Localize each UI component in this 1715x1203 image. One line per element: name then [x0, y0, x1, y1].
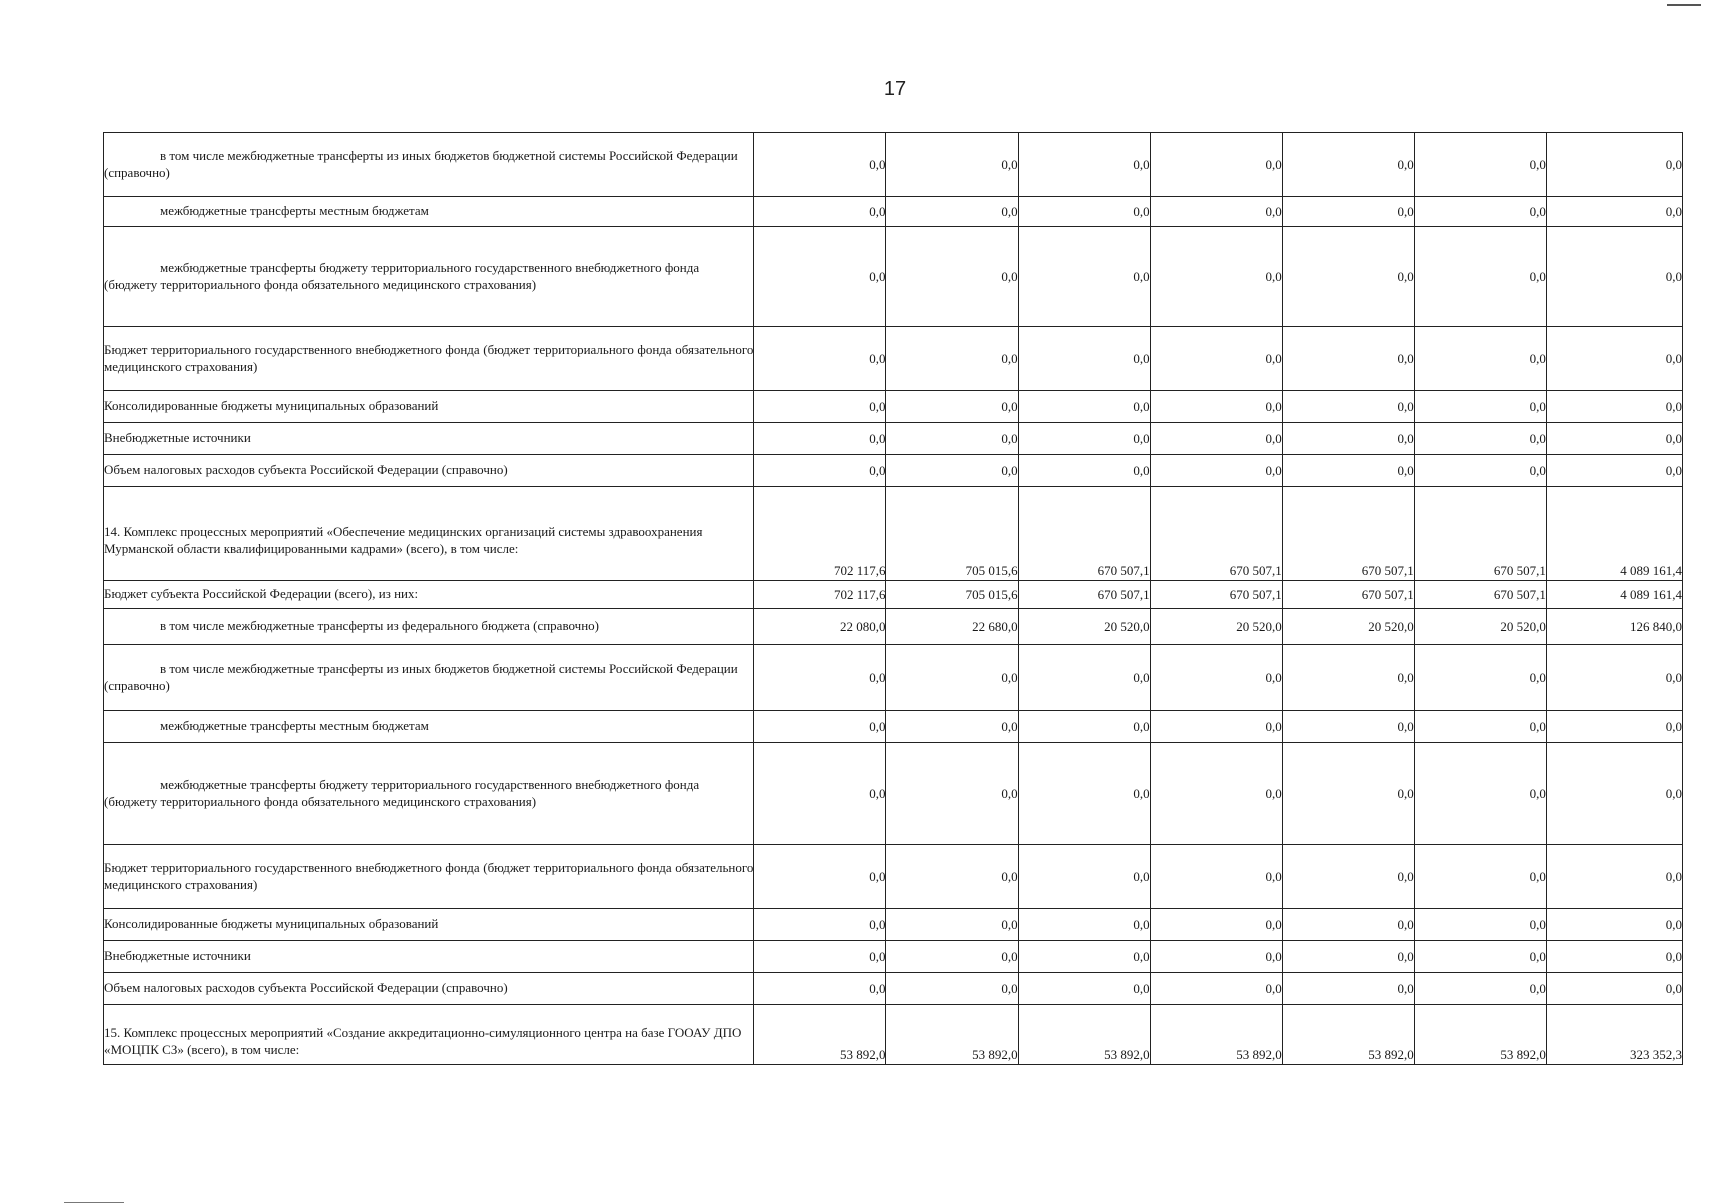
- value-cell: 705 015,6: [886, 581, 1018, 609]
- value-cell: 0,0: [1282, 845, 1414, 909]
- value-cell: 0,0: [754, 645, 886, 711]
- value-cell: 0,0: [1546, 327, 1682, 391]
- value-cell: 702 117,6: [754, 487, 886, 581]
- value-cell: 0,0: [1282, 711, 1414, 743]
- value-cell: 53 892,0: [1018, 1005, 1150, 1065]
- row-label: межбюджетные трансферты бюджету территориального государственного внебюджетного фонда (бюджету территориального фонда обязательного медицинского страхования): [104, 743, 754, 845]
- value-cell: 0,0: [1282, 197, 1414, 227]
- value-cell: 0,0: [1018, 743, 1150, 845]
- value-cell: 0,0: [1414, 391, 1546, 423]
- value-cell: 0,0: [1414, 327, 1546, 391]
- value-cell: 0,0: [1282, 455, 1414, 487]
- value-cell: 4 089 161,4: [1546, 487, 1682, 581]
- table-row: [104, 133, 1683, 197]
- value-cell: 0,0: [754, 227, 886, 327]
- value-cell: 53 892,0: [1150, 1005, 1282, 1065]
- value-cell: 702 117,6: [754, 581, 886, 609]
- value-cell: 670 507,1: [1414, 581, 1546, 609]
- value-cell: 670 507,1: [1282, 581, 1414, 609]
- value-cell: 0,0: [1414, 941, 1546, 973]
- value-cell: 0,0: [754, 973, 886, 1005]
- row-label: Внебюджетные источники: [104, 423, 754, 455]
- value-cell: 0,0: [1018, 845, 1150, 909]
- value-cell: 0,0: [1150, 327, 1282, 391]
- value-cell: 670 507,1: [1414, 487, 1546, 581]
- value-cell: 20 520,0: [1018, 609, 1150, 645]
- value-cell: 20 520,0: [1150, 609, 1282, 645]
- row-label: Внебюджетные источники: [104, 941, 754, 973]
- table-row: [104, 1005, 1683, 1065]
- value-cell: 0,0: [1018, 423, 1150, 455]
- value-cell: 0,0: [1282, 645, 1414, 711]
- row-label: в том числе межбюджетные трансферты из иных бюджетов бюджетной системы Российской Федерации (справочно): [104, 645, 754, 711]
- value-cell: 0,0: [1282, 391, 1414, 423]
- table-row: [104, 909, 1683, 941]
- scan-edge-mark: [1667, 4, 1701, 6]
- value-cell: 0,0: [1414, 909, 1546, 941]
- value-cell: 0,0: [1018, 227, 1150, 327]
- value-cell: 0,0: [1018, 197, 1150, 227]
- value-cell: 0,0: [886, 133, 1018, 197]
- table-row: [104, 711, 1683, 743]
- value-cell: 0,0: [886, 743, 1018, 845]
- value-cell: 22 080,0: [754, 609, 886, 645]
- row-label: межбюджетные трансферты местным бюджетам: [104, 711, 754, 743]
- value-cell: 0,0: [754, 423, 886, 455]
- table-row: [104, 327, 1683, 391]
- value-cell: 0,0: [1414, 227, 1546, 327]
- row-label: в том числе межбюджетные трансферты из иных бюджетов бюджетной системы Российской Федерации (справочно): [104, 133, 754, 197]
- value-cell: 0,0: [1150, 743, 1282, 845]
- value-cell: 0,0: [1546, 197, 1682, 227]
- value-cell: 0,0: [1546, 645, 1682, 711]
- value-cell: 22 680,0: [886, 609, 1018, 645]
- row-label: межбюджетные трансферты местным бюджетам: [104, 197, 754, 227]
- row-label: Консолидированные бюджеты муниципальных образований: [104, 391, 754, 423]
- row-label: Бюджет территориального государственного внебюджетного фонда (бюджет территориального фонда обязательного медицинского страхования): [104, 327, 754, 391]
- table-row: [104, 423, 1683, 455]
- value-cell: 0,0: [1150, 227, 1282, 327]
- value-cell: 0,0: [1414, 197, 1546, 227]
- value-cell: 0,0: [1150, 197, 1282, 227]
- value-cell: 0,0: [1546, 391, 1682, 423]
- value-cell: 53 892,0: [754, 1005, 886, 1065]
- table-row: [104, 391, 1683, 423]
- value-cell: 0,0: [886, 973, 1018, 1005]
- budget-table-body: [104, 133, 1683, 1065]
- value-cell: 670 507,1: [1018, 581, 1150, 609]
- row-label: Консолидированные бюджеты муниципальных образований: [104, 909, 754, 941]
- value-cell: 0,0: [1282, 423, 1414, 455]
- value-cell: 0,0: [1414, 423, 1546, 455]
- table-row: [104, 487, 1683, 581]
- value-cell: 0,0: [1546, 973, 1682, 1005]
- value-cell: 0,0: [1546, 941, 1682, 973]
- value-cell: 670 507,1: [1150, 487, 1282, 581]
- value-cell: 0,0: [1546, 845, 1682, 909]
- row-label: 15. Комплекс процессных мероприятий «Создание аккредитационно-симуляционного центра на базе ГООАУ ДПО «МОЦПК СЗ» (всего), в том числе:: [104, 1005, 754, 1065]
- value-cell: 0,0: [886, 423, 1018, 455]
- value-cell: 0,0: [886, 845, 1018, 909]
- value-cell: 0,0: [1150, 845, 1282, 909]
- table-row: [104, 743, 1683, 845]
- value-cell: 0,0: [754, 197, 886, 227]
- row-label: в том числе межбюджетные трансферты из федерального бюджета (справочно): [104, 609, 754, 645]
- value-cell: 126 840,0: [1546, 609, 1682, 645]
- value-cell: 20 520,0: [1282, 609, 1414, 645]
- value-cell: 0,0: [886, 645, 1018, 711]
- value-cell: 0,0: [1018, 941, 1150, 973]
- value-cell: 0,0: [754, 455, 886, 487]
- value-cell: 0,0: [1150, 941, 1282, 973]
- table-row: [104, 227, 1683, 327]
- row-label: Бюджет субъекта Российской Федерации (всего), из них:: [104, 581, 754, 609]
- value-cell: 53 892,0: [1414, 1005, 1546, 1065]
- value-cell: 670 507,1: [1150, 581, 1282, 609]
- value-cell: 53 892,0: [1282, 1005, 1414, 1065]
- value-cell: 0,0: [754, 941, 886, 973]
- table-row: [104, 845, 1683, 909]
- table-row: [104, 645, 1683, 711]
- value-cell: 0,0: [1018, 973, 1150, 1005]
- value-cell: 0,0: [1150, 391, 1282, 423]
- value-cell: 0,0: [1414, 455, 1546, 487]
- value-cell: 0,0: [1150, 973, 1282, 1005]
- value-cell: 0,0: [1546, 423, 1682, 455]
- table-row: [104, 197, 1683, 227]
- value-cell: 0,0: [886, 455, 1018, 487]
- value-cell: 0,0: [1018, 327, 1150, 391]
- value-cell: 53 892,0: [886, 1005, 1018, 1065]
- table-row: [104, 455, 1683, 487]
- value-cell: 0,0: [1150, 711, 1282, 743]
- row-label: Бюджет территориального государственного внебюджетного фонда (бюджет территориального фонда обязательного медицинского страхования): [104, 845, 754, 909]
- row-label: Объем налоговых расходов субъекта Российской Федерации (справочно): [104, 973, 754, 1005]
- value-cell: 0,0: [1018, 909, 1150, 941]
- table-row: [104, 581, 1683, 609]
- value-cell: 0,0: [1414, 973, 1546, 1005]
- value-cell: 0,0: [1282, 327, 1414, 391]
- value-cell: 0,0: [1282, 133, 1414, 197]
- value-cell: 0,0: [886, 711, 1018, 743]
- value-cell: 0,0: [1282, 227, 1414, 327]
- row-label: Объем налоговых расходов субъекта Российской Федерации (справочно): [104, 455, 754, 487]
- value-cell: 670 507,1: [1018, 487, 1150, 581]
- table-row: [104, 609, 1683, 645]
- value-cell: 0,0: [754, 391, 886, 423]
- value-cell: 0,0: [1282, 909, 1414, 941]
- value-cell: 0,0: [754, 327, 886, 391]
- value-cell: 0,0: [886, 327, 1018, 391]
- value-cell: 0,0: [1018, 645, 1150, 711]
- value-cell: 0,0: [1546, 909, 1682, 941]
- value-cell: 0,0: [1414, 743, 1546, 845]
- value-cell: 0,0: [1282, 743, 1414, 845]
- table-row: [104, 973, 1683, 1005]
- value-cell: 0,0: [1546, 133, 1682, 197]
- value-cell: 0,0: [1150, 455, 1282, 487]
- value-cell: 0,0: [886, 909, 1018, 941]
- value-cell: 0,0: [1546, 743, 1682, 845]
- value-cell: 0,0: [1018, 711, 1150, 743]
- value-cell: 0,0: [1150, 645, 1282, 711]
- value-cell: 0,0: [1414, 133, 1546, 197]
- value-cell: 0,0: [886, 391, 1018, 423]
- budget-table: [103, 132, 1683, 1065]
- value-cell: 0,0: [886, 197, 1018, 227]
- value-cell: 0,0: [1414, 711, 1546, 743]
- row-label: межбюджетные трансферты бюджету территориального государственного внебюджетного фонда (бюджету территориального фонда обязательного медицинского страхования): [104, 227, 754, 327]
- value-cell: 0,0: [1546, 227, 1682, 327]
- value-cell: 20 520,0: [1414, 609, 1546, 645]
- value-cell: 670 507,1: [1282, 487, 1414, 581]
- value-cell: 0,0: [754, 909, 886, 941]
- value-cell: 0,0: [754, 711, 886, 743]
- page-number: 17: [883, 78, 907, 100]
- value-cell: 0,0: [1018, 391, 1150, 423]
- table-row: [104, 941, 1683, 973]
- value-cell: 0,0: [1150, 909, 1282, 941]
- value-cell: 0,0: [754, 845, 886, 909]
- value-cell: 323 352,3: [1546, 1005, 1682, 1065]
- value-cell: 4 089 161,4: [1546, 581, 1682, 609]
- value-cell: 0,0: [1282, 973, 1414, 1005]
- value-cell: 0,0: [1018, 455, 1150, 487]
- value-cell: 705 015,6: [886, 487, 1018, 581]
- value-cell: 0,0: [1546, 455, 1682, 487]
- value-cell: 0,0: [1414, 845, 1546, 909]
- value-cell: 0,0: [1414, 645, 1546, 711]
- row-label: 14. Комплекс процессных мероприятий «Обеспечение медицинских организаций системы здравоохранения Мурманской области квалифицированными кадрами» (всего), в том числе:: [104, 487, 754, 581]
- value-cell: 0,0: [1150, 423, 1282, 455]
- value-cell: 0,0: [754, 133, 886, 197]
- value-cell: 0,0: [1150, 133, 1282, 197]
- value-cell: 0,0: [886, 941, 1018, 973]
- value-cell: 0,0: [886, 227, 1018, 327]
- value-cell: 0,0: [754, 743, 886, 845]
- value-cell: 0,0: [1282, 941, 1414, 973]
- value-cell: 0,0: [1546, 711, 1682, 743]
- value-cell: 0,0: [1018, 133, 1150, 197]
